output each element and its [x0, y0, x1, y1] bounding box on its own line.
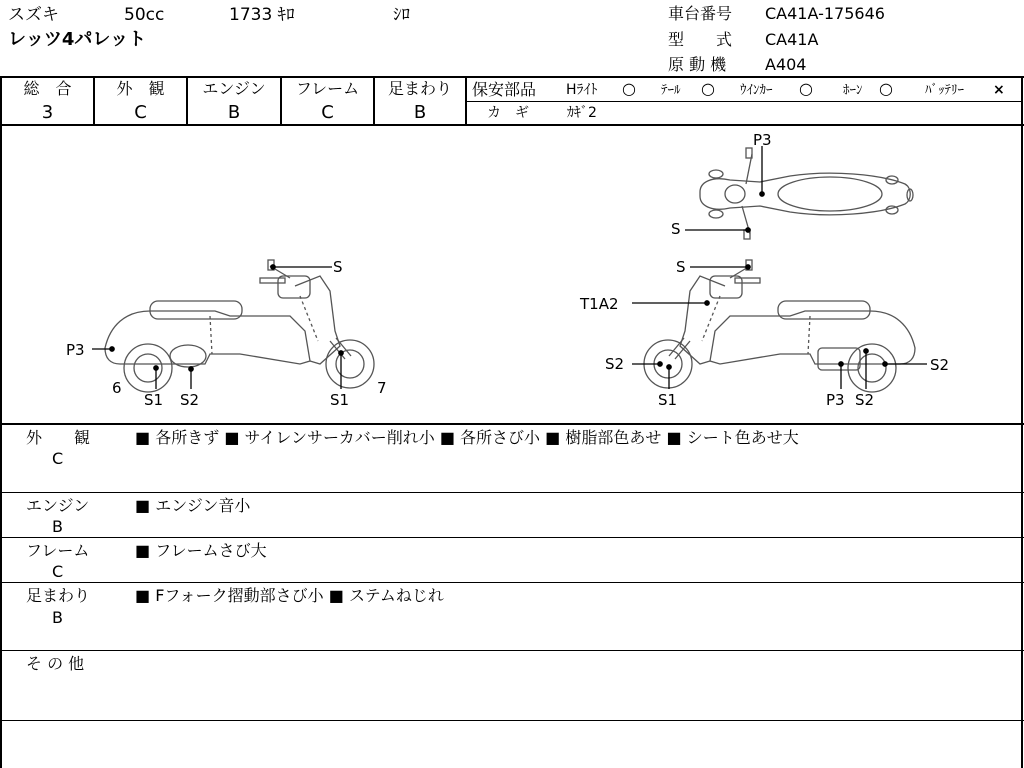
safety-headlight-label: Hﾗｲﾄ [566, 82, 598, 98]
safety-label: 保安部品 [472, 80, 537, 99]
detail-notes-engine [135, 498, 250, 514]
safety-winker-mark: ○ [799, 79, 813, 98]
mileage: 1733 ｷﾛ [229, 5, 295, 25]
note: Fフォーク摺動部さび小 [155, 586, 324, 605]
label-right-s2a: S2 [605, 355, 625, 373]
label-left-s1b: S1 [330, 391, 350, 409]
damage-diagram [0, 126, 1022, 423]
grade-value-frame: C [321, 102, 334, 123]
label-right-s: S [676, 258, 686, 276]
label-top-s: S [671, 220, 681, 238]
type-value: CA41A [765, 30, 819, 49]
divider-other [0, 720, 1024, 721]
detail-label-suspension: 足まわり [26, 586, 91, 605]
safety-tail-label: ﾃｰﾙ [661, 83, 681, 98]
safety-sep [466, 101, 1022, 102]
grade-value-overall: 3 [41, 102, 54, 123]
label-left-7: 7 [377, 379, 387, 397]
displacement: 50cc [124, 5, 165, 25]
detail-label-exterior: 外 観 [26, 428, 91, 447]
grade-label-frame: フレーム [295, 79, 360, 98]
detail-label-engine: エンジン [26, 496, 90, 515]
label-right-s2b: S2 [855, 391, 875, 409]
detail-grade-exterior: C [52, 449, 64, 468]
scooter-left-view [105, 260, 374, 392]
note: 各所さび小 [460, 428, 541, 447]
note: 樹脂部色あせ [565, 428, 662, 447]
bullet: ■ [135, 428, 151, 447]
divider-suspension [0, 650, 1024, 651]
safety-headlight-mark: ○ [622, 79, 636, 98]
grade-value-engine: B [227, 102, 241, 123]
bullet: ■ [135, 541, 151, 560]
divider-diagram [0, 423, 1024, 425]
engine-label: 原 動 機 [668, 55, 727, 74]
detail-grade-suspension: B [52, 608, 63, 627]
note: シート色あせ大 [686, 428, 799, 447]
label-left-6: 6 [112, 379, 122, 397]
bullet: ■ [545, 428, 561, 447]
note: ステムねじれ [348, 586, 444, 605]
detail-notes-frame [135, 543, 267, 559]
grade-value-exterior: C [134, 102, 147, 123]
safety-battery-mark: × [993, 82, 1005, 98]
divider-engine [0, 537, 1024, 538]
grade-value-suspension: B [413, 102, 427, 123]
detail-notes-suspension [135, 588, 444, 604]
safety-winker-label: ｳｲﾝｶｰ [740, 83, 773, 98]
divider-top [0, 76, 1024, 78]
detail-notes-exterior [135, 430, 799, 446]
label-left-p3: P3 [66, 341, 85, 359]
detail-grade-frame: C [52, 562, 64, 581]
bullet: ■ [439, 428, 455, 447]
detail-grade-engine: B [52, 517, 63, 536]
key-value: ｶｷﾞ2 [567, 105, 597, 121]
label-right-s2c: S2 [930, 356, 950, 374]
label-top-p3: P3 [753, 131, 772, 149]
grade-label-exterior: 外 観 [116, 79, 165, 98]
label-right-s1: S1 [658, 391, 678, 409]
model-name: レッツ4パレット [8, 29, 147, 50]
grade-label-overall: 総 合 [23, 79, 72, 98]
label-right-t1a2: T1A2 [580, 295, 619, 313]
note: エンジン音小 [155, 496, 251, 515]
label-left-s1a: S1 [144, 391, 164, 409]
safety-battery-label: ﾊﾞｯﾃﾘｰ [925, 83, 964, 98]
safety-tail-mark: ○ [701, 79, 715, 98]
bullet: ■ [328, 586, 344, 605]
divider-frame [0, 582, 1024, 583]
note: 各所きず [155, 428, 220, 447]
bullet: ■ [666, 428, 682, 447]
frame-no-label: 車台番号 [668, 4, 733, 23]
note: フレームさび大 [155, 541, 267, 560]
grade-label-suspension: 足まわり [387, 79, 452, 98]
body-color: ｼﾛ [393, 5, 410, 25]
safety-horn-label: ﾎｰﾝ [843, 83, 863, 98]
engine-value: A404 [765, 55, 807, 74]
label-right-p3: P3 [826, 391, 845, 409]
detail-label-other: そ の 他 [26, 654, 85, 673]
scooter-right-view [644, 260, 915, 392]
frame-no: CA41A-175646 [765, 4, 885, 23]
bullet: ■ [135, 496, 151, 515]
type-label: 型 式 [668, 30, 733, 49]
grade-label-engine: エンジン [202, 79, 266, 98]
key-label: カ ギ [487, 105, 529, 121]
bullet: ■ [224, 428, 240, 447]
label-left-s: S [333, 258, 343, 276]
safety-horn-mark: ○ [879, 79, 893, 98]
label-left-s2: S2 [180, 391, 200, 409]
divider-exterior [0, 492, 1024, 493]
detail-label-frame: フレーム [26, 541, 90, 560]
bullet: ■ [135, 586, 151, 605]
note: サイレンサーカバー削れ小 [244, 428, 435, 447]
maker: スズキ [8, 5, 59, 25]
scooter-top-view [700, 148, 913, 239]
